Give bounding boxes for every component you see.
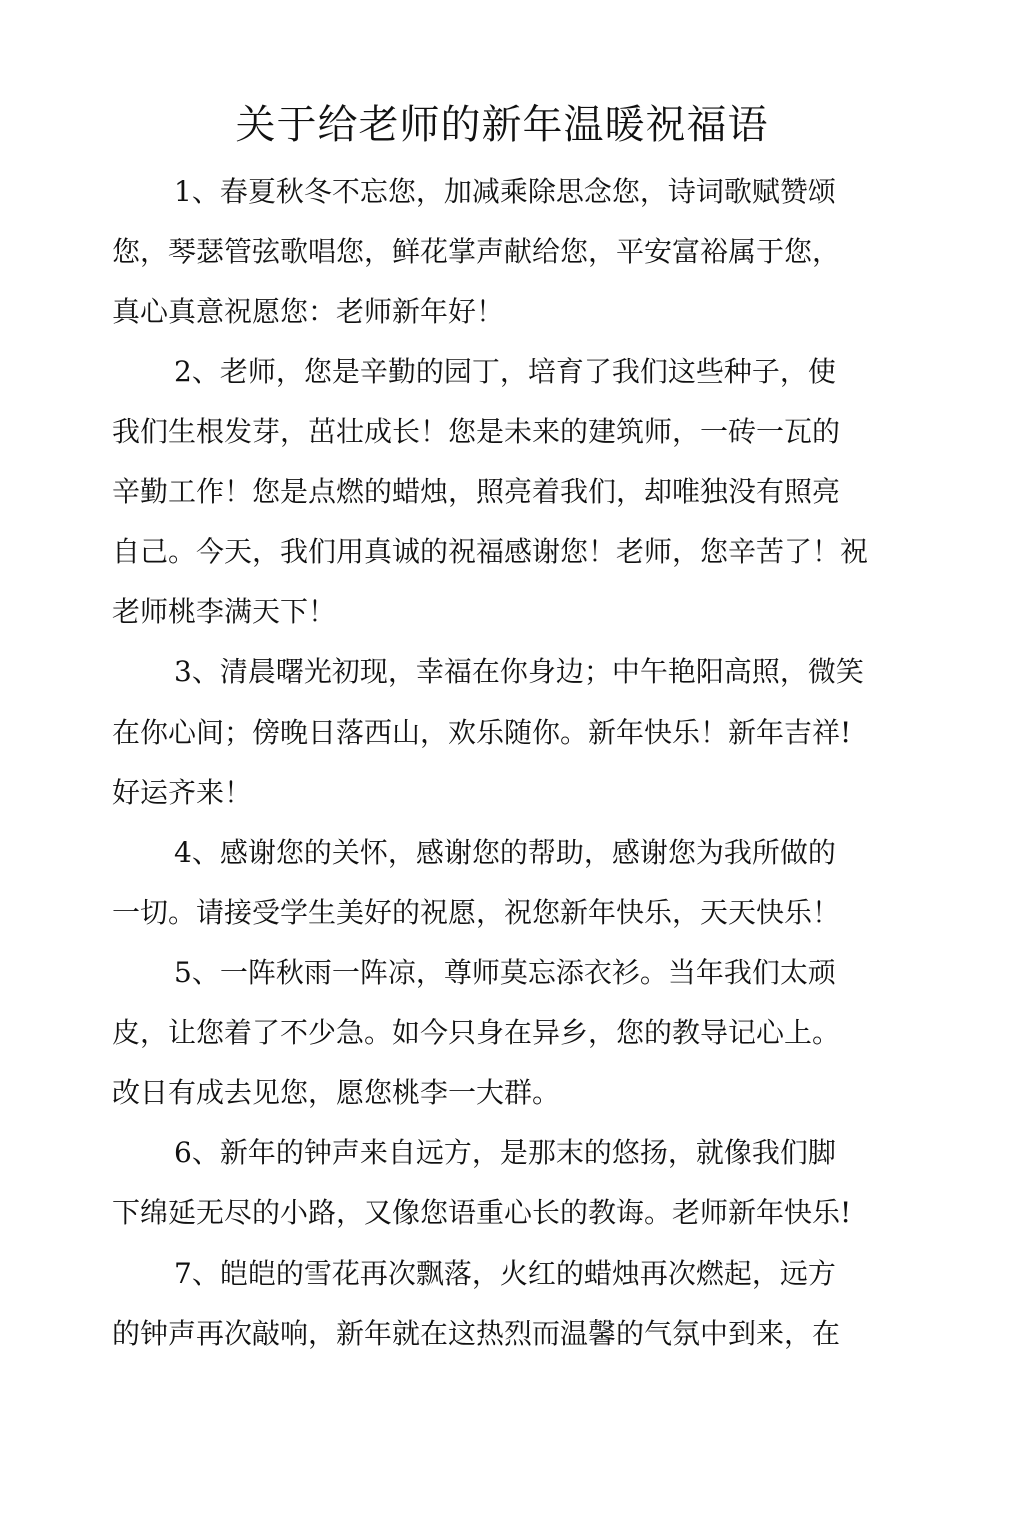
paragraph-5-line-2: 皮，让您着了不少急。如今只身在异乡，您的教导记心上。	[112, 1016, 841, 1049]
paragraph-3-line-1: 3、清晨曙光初现，幸福在你身边；中午艳阳高照，微笑	[174, 655, 864, 688]
paragraph-4-line-2: 一切。请接受学生美好的祝愿，祝您新年快乐，天天快乐！	[112, 896, 841, 929]
paragraph-4-line-1: 4、感谢您的关怀，感谢您的帮助，感谢您为我所做的	[174, 836, 836, 869]
paragraph-6-line-2: 下绵延无尽的小路，又像您语重心长的教诲。老师新年快乐!	[112, 1196, 852, 1229]
paragraph-2-line-2: 我们生根发芽，茁壮成长！您是未来的建筑师，一砖一瓦的	[112, 415, 841, 448]
paragraph-2-line-1: 2、老师，您是辛勤的园丁，培育了我们这些种子，使	[174, 355, 836, 388]
paragraph-7-line-2: 的钟声再次敲响，新年就在这热烈而温馨的气氛中到来，在	[112, 1317, 841, 1350]
paragraph-1-line-2: 您，琴瑟管弦歌唱您，鲜花掌声献给您，平安富裕属于您，	[112, 235, 841, 268]
paragraph-1-line-3: 真心真意祝愿您：老师新年好！	[112, 295, 505, 328]
paragraph-3-line-2: 在你心间；傍晚日落西山，欢乐随你。新年快乐！新年吉祥!	[112, 716, 852, 749]
paragraph-5-line-3: 改日有成去见您，愿您桃李一大群。	[112, 1076, 561, 1109]
paragraph-7-line-1: 7、皑皑的雪花再次飘落，火红的蜡烛再次燃起，远方	[174, 1257, 836, 1290]
paragraph-1-line-1: 1、春夏秋冬不忘您，加减乘除思念您，诗词歌赋赞颂	[174, 175, 836, 208]
paragraph-5-line-1: 5、一阵秋雨一阵凉，尊师莫忘添衣衫。当年我们太顽	[174, 956, 836, 989]
paragraph-2-line-3: 辛勤工作！您是点燃的蜡烛，照亮着我们，却唯独没有照亮	[112, 475, 841, 508]
paragraph-2-line-5: 老师桃李满天下！	[112, 595, 337, 628]
document-title: 关于给老师的新年温暖祝福语	[235, 102, 769, 148]
paragraph-3-line-3: 好运齐来！	[112, 776, 253, 809]
paragraph-6-line-1: 6、新年的钟声来自远方，是那末的悠扬，就像我们脚	[174, 1136, 836, 1169]
paragraph-2-line-4: 自己。今天，我们用真诚的祝福感谢您！老师，您辛苦了！祝	[112, 535, 869, 568]
